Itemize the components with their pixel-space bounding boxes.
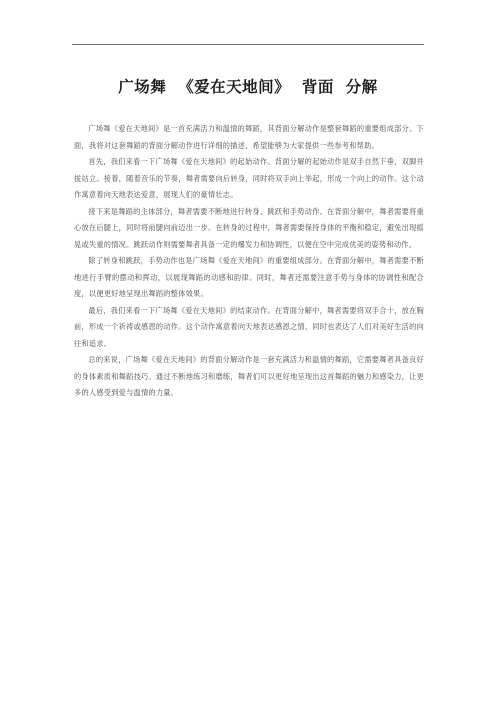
document-title: 广场舞 《爱在天地间》 背面 分解 — [118, 78, 378, 96]
paragraph-main-section: 接下来是舞蹈的主体部分，舞者需要不断地进行转身、跳跃和手势动作。在背面分解中，舞者需要将重心放在后腿上，同时将前腿向前迈出一步。在转身的过程中，舞者需要保持身体的平衡和稳定，避免出现摇晃或失重的情况。跳跃动作则需要舞者具备一定的爆发力和协调性，以便在空中完成优美的姿势和动作。 — [74, 206, 424, 249]
header-rule — [72, 44, 424, 45]
document-body — [74, 121, 424, 402]
paragraph-ending-move: 最后，我们来看一下广场舞《爱在天地间》的结束动作。在背面分解中，舞者需要将双手合十，放在胸前，形成一个祈祷或感恩的动作。这个动作寓意着向天地表达感恩之情，同时也表达了人们对美好生活的向往和追求。 — [74, 305, 424, 348]
paragraph-hand-gestures: 除了转身和跳跃，手势动作也是广场舞《爱在天地间》的重要组成部分。在背面分解中，舞者需要不断地进行手臂的摆动和挥动，以展现舞蹈的动感和韵律。同时，舞者还需要注意手势与身体的协调性和配合度，以便更好地呈现出舞蹈的整体效果。 — [74, 256, 424, 298]
paragraph-summary: 总的来说，广场舞《爱在天地间》的背面分解动作是一套充满活力和温情的舞蹈，它需要舞者具备良好的身体素质和舞蹈技巧。通过不断地练习和磨练，舞者们可以更好地呈现出这首舞蹈的魅力和感染力，让更多的人感受到爱与温情的力量。 — [74, 355, 424, 397]
paragraph-intro: 广场舞《爱在天地间》是一首充满活力和温情的舞蹈，其背面分解动作是整套舞蹈的重要组成部分。下面，我将对这套舞蹈的背面分解动作进行详细的描述，希望能够为大家提供一些参考和帮助。 — [74, 124, 424, 150]
paragraph-opening-move: 首先，我们来看一下广场舞《爱在天地间》的起始动作。背面分解的起始动作是双手自然下垂，双脚并拢站立。接着，随着音乐的节奏，舞者需要向后转身，同时将双手向上举起，形成一个向上的动作。这个动作寓意着向天地表达爱意，展现人们的豪情壮志。 — [74, 157, 424, 199]
